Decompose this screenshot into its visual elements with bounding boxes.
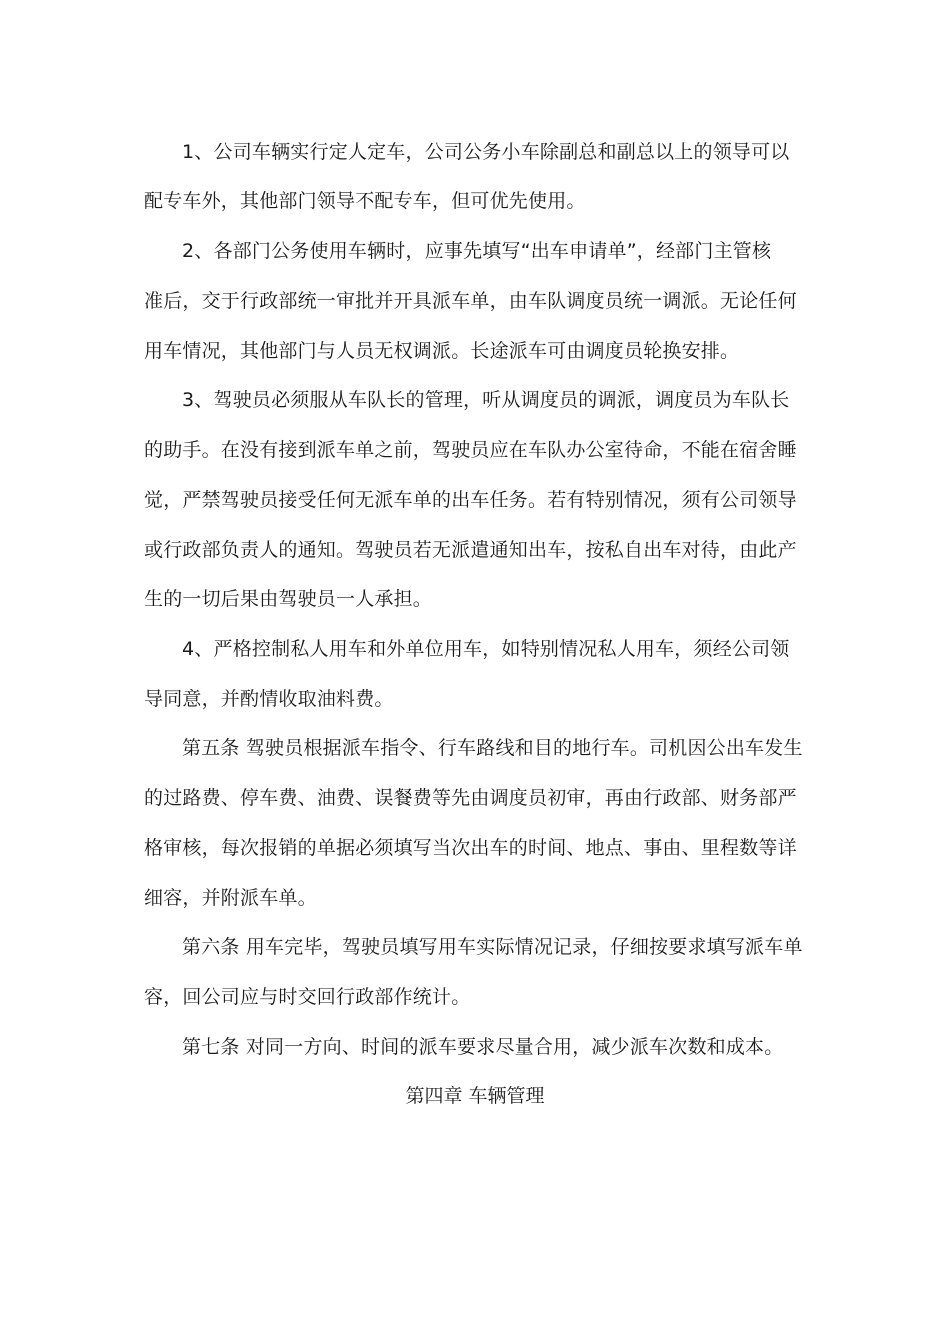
paragraph-line: 的助手。在没有接到派车单之前，驾驶员应在车队办公室待命，不能在宿舍睡 <box>144 439 797 461</box>
paragraph-line: 第七条 对同一方向、时间的派车要求尽量合用，减少派车次数和成本。 <box>182 1036 784 1058</box>
paragraph-line: 4、严格控制私人用车和外单位用车，如特别情况私人用车，须经公司领 <box>182 638 790 660</box>
paragraph-line: 生的一切后果由驾驶员一人承担。 <box>144 588 433 610</box>
paragraph-line: 导同意，并酌情收取油料费。 <box>144 688 394 710</box>
paragraph-line: 用车情况，其他部门与人员无权调派。长途派车可由调度员轮换安排。 <box>144 340 740 362</box>
chapter-heading: 第四章 车辆管理 <box>405 1085 545 1107</box>
paragraph-line: 第五条 驾驶员根据派车指令、行车路线和目的地行车。司机因公出车发生 <box>182 737 803 759</box>
paragraph-line: 1、公司车辆实行定人定车，公司公务小车除副总和副总以上的领导可以 <box>182 141 790 163</box>
paragraph-line: 觉，严禁驾驶员接受任何无派车单的出车任务。若有特别情况，须有公司领导 <box>144 489 797 511</box>
paragraph-line: 2、各部门公务使用车辆时，应事先填写“出车申请单”，经部门主管核 <box>182 240 772 262</box>
paragraph-line: 容，回公司应与时交回行政部作统计。 <box>144 986 471 1008</box>
paragraph-line: 准后，交于行政部统一审批并开具派车单，由车队调度员统一调派。无论任何 <box>144 290 797 312</box>
paragraph-line: 细容，并附派车单。 <box>144 887 317 909</box>
paragraph-line: 格审核，每次报销的单据必须填写当次出车的时间、地点、事由、里程数等详 <box>144 837 797 859</box>
paragraph-line: 配专车外，其他部门领导不配专车，但可优先使用。 <box>144 190 586 212</box>
paragraph-line: 或行政部负责人的通知。驾驶员若无派遣通知出车，按私自出车对待，由此产 <box>144 539 797 561</box>
paragraph-line: 3、驾驶员必须服从车队长的管理，听从调度员的调派，调度员为车队长 <box>182 389 790 411</box>
paragraph-line: 的过路费、停车费、油费、误餐费等先由调度员初审，再由行政部、财务部严 <box>144 787 797 809</box>
paragraph-line: 第六条 用车完毕，驾驶员填写用车实际情况记录，仔细按要求填写派车单 <box>182 936 803 958</box>
